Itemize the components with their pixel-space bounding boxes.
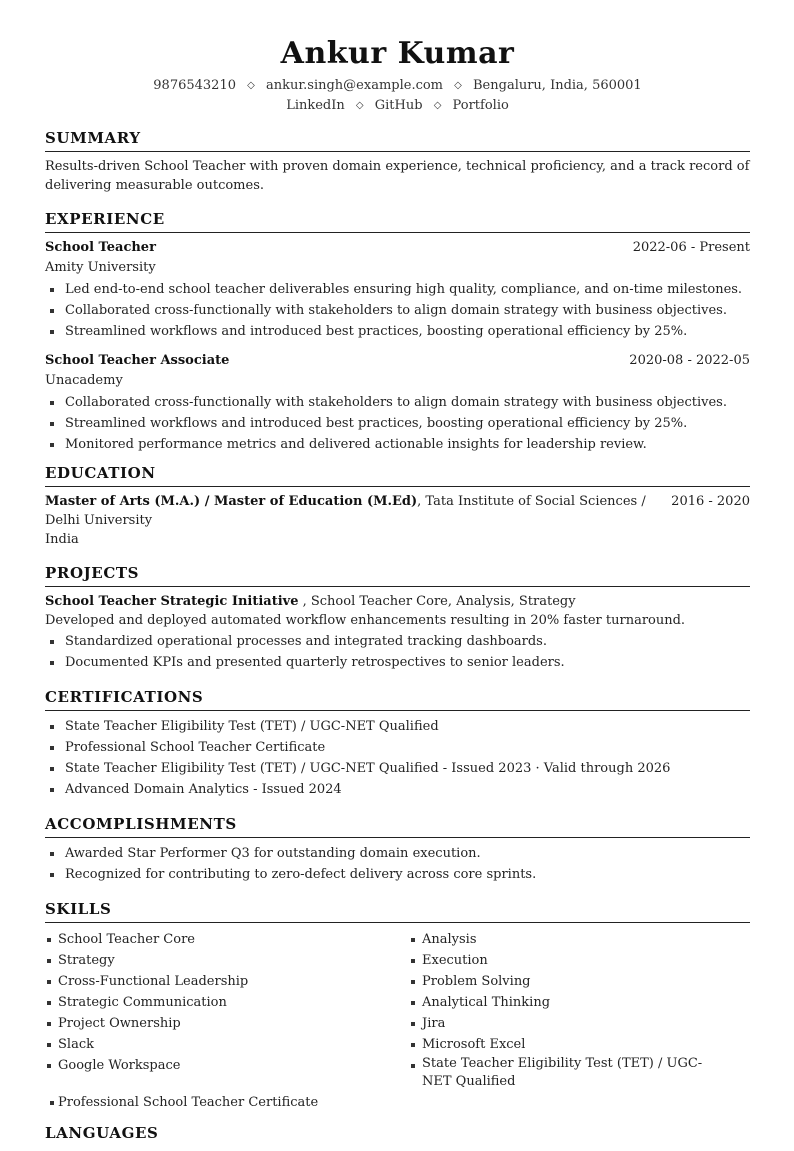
accomplishment-list (45, 843, 750, 885)
skills-grid (45, 928, 750, 1091)
separator-diamond-icon: ◇ (355, 100, 364, 111)
education-entry (45, 492, 750, 530)
section-title-accomplishments: ACCOMPLISHMENTS (45, 814, 750, 838)
certification-list (45, 716, 750, 800)
company-name: Amity University (45, 260, 156, 275)
section-title-certifications: CERTIFICATIONS (45, 687, 750, 711)
list-item: Jira (409, 1013, 750, 1034)
resume-header (45, 34, 750, 116)
list-item: Cross-Functional Leadership (45, 971, 409, 992)
list-item: Monitored performance metrics and delivered actionable insights for leadership review. (45, 434, 750, 455)
list-item: Streamlined workflows and introduced best practices, boosting operational efficiency by 25%. (45, 413, 750, 434)
list-item: Execution (409, 950, 750, 971)
education-country: India (45, 532, 79, 547)
project-tags: , School Teacher Core, Analysis, Strategy (298, 594, 576, 609)
location: Bengaluru, India, 560001 (473, 78, 642, 93)
list-item: Strategy (45, 950, 409, 971)
list-item: School Teacher Core (45, 929, 409, 950)
section-title-experience: EXPERIENCE (45, 209, 750, 233)
summary-section (45, 128, 750, 195)
github-link[interactable]: GitHub (374, 98, 423, 113)
list-item: Collaborated cross-functionally with stakeholders to align domain strategy with business objectives. (45, 392, 750, 413)
skills-section (45, 899, 750, 1113)
skills-extra (45, 1092, 750, 1113)
job-dates: 2020-08 - 2022-05 (629, 353, 750, 368)
list-item: Standardized operational processes and integrated tracking dashboards. (45, 631, 750, 652)
links-line (45, 96, 750, 116)
project-bullets (45, 631, 750, 673)
entry-header (45, 351, 750, 371)
separator-diamond-icon: ◇ (454, 80, 462, 91)
list-item: Recognized for contributing to zero-defect delivery across core sprints. (45, 864, 750, 885)
company-name: Unacademy (45, 373, 123, 388)
accomplishments-section (45, 814, 750, 885)
section-title-summary: SUMMARY (45, 128, 750, 152)
section-title-skills: SKILLS (45, 899, 750, 923)
list-item: Strategic Communication (45, 992, 409, 1013)
institution-name: , Tata Institute of Social Sciences / Delhi University (45, 494, 646, 528)
list-item: Analytical Thinking (409, 992, 750, 1013)
resume-page (45, 34, 750, 1151)
phone-number: 9876543210 (153, 78, 236, 93)
education-main (45, 492, 655, 530)
job-bullets (45, 392, 750, 455)
project-description: Developed and deployed automated workflow enhancements resulting in 20% faster turnaround. (45, 613, 686, 628)
experience-entry (45, 351, 750, 455)
project-header (45, 592, 750, 611)
certifications-section (45, 687, 750, 800)
experience-entry (45, 238, 750, 342)
list-item: Microsoft Excel (409, 1034, 750, 1055)
section-title-languages: LANGUAGES (45, 1124, 159, 1142)
contact-line (45, 76, 750, 96)
languages-section (45, 1123, 750, 1146)
section-title-education: EDUCATION (45, 463, 750, 487)
list-item: Documented KPIs and presented quarterly retrospectives to senior leaders. (45, 652, 750, 673)
job-dates: 2022-06 - Present (632, 240, 750, 255)
project-name: School Teacher Strategic Initiative (45, 594, 299, 609)
education-section (45, 463, 750, 549)
list-item: Streamlined workflows and introduced best practices, boosting operational efficiency by 25%. (45, 321, 750, 342)
list-item: State Teacher Eligibility Test (TET) / UGC-NET Qualified - Issued 2023 · Valid through 2026 (45, 758, 750, 779)
skills-column-right (409, 929, 750, 1091)
list-item: Project Ownership (45, 1013, 409, 1034)
list-item: Problem Solving (409, 971, 750, 992)
summary-text: Results-driven School Teacher with proven domain experience, technical proficiency, and a track record of delivering measurable outcomes. (45, 159, 750, 193)
linkedin-link[interactable]: LinkedIn (286, 98, 345, 113)
list-item: Awarded Star Performer Q3 for outstanding domain execution. (45, 843, 750, 864)
education-dates: 2016 - 2020 (671, 494, 750, 509)
list-item: Google Workspace (45, 1055, 409, 1076)
section-title-projects: PROJECTS (45, 563, 750, 587)
list-item: Slack (45, 1034, 409, 1055)
list-item: Professional School Teacher Certificate (45, 737, 750, 758)
experience-section (45, 209, 750, 455)
separator-diamond-icon: ◇ (247, 80, 255, 91)
list-item: Analysis (409, 929, 750, 950)
list-item: Led end-to-end school teacher deliverables ensuring high quality, compliance, and on-time milestones. (45, 279, 750, 300)
list-item: Advanced Domain Analytics - Issued 2024 (45, 779, 750, 800)
portfolio-link[interactable]: Portfolio (452, 98, 509, 113)
email-address[interactable]: ankur.singh@example.com (265, 78, 444, 93)
list-item: State Teacher Eligibility Test (TET) / UGC-NET Qualified (409, 1055, 722, 1091)
projects-section (45, 563, 750, 673)
entry-header (45, 238, 750, 258)
separator-diamond-icon: ◇ (433, 100, 442, 111)
degree-name: Master of Arts (M.A.) / Master of Education (M.Ed) (45, 494, 418, 509)
list-item: Collaborated cross-functionally with stakeholders to align domain strategy with business objectives. (45, 300, 750, 321)
job-title: School Teacher (45, 240, 156, 255)
job-title: School Teacher Associate (45, 353, 230, 368)
candidate-name: Ankur Kumar (280, 36, 515, 71)
list-item: Professional School Teacher Certificate (45, 1092, 750, 1113)
skills-column-left (45, 929, 409, 1091)
list-item: State Teacher Eligibility Test (TET) / UGC-NET Qualified (45, 716, 750, 737)
job-bullets (45, 279, 750, 342)
